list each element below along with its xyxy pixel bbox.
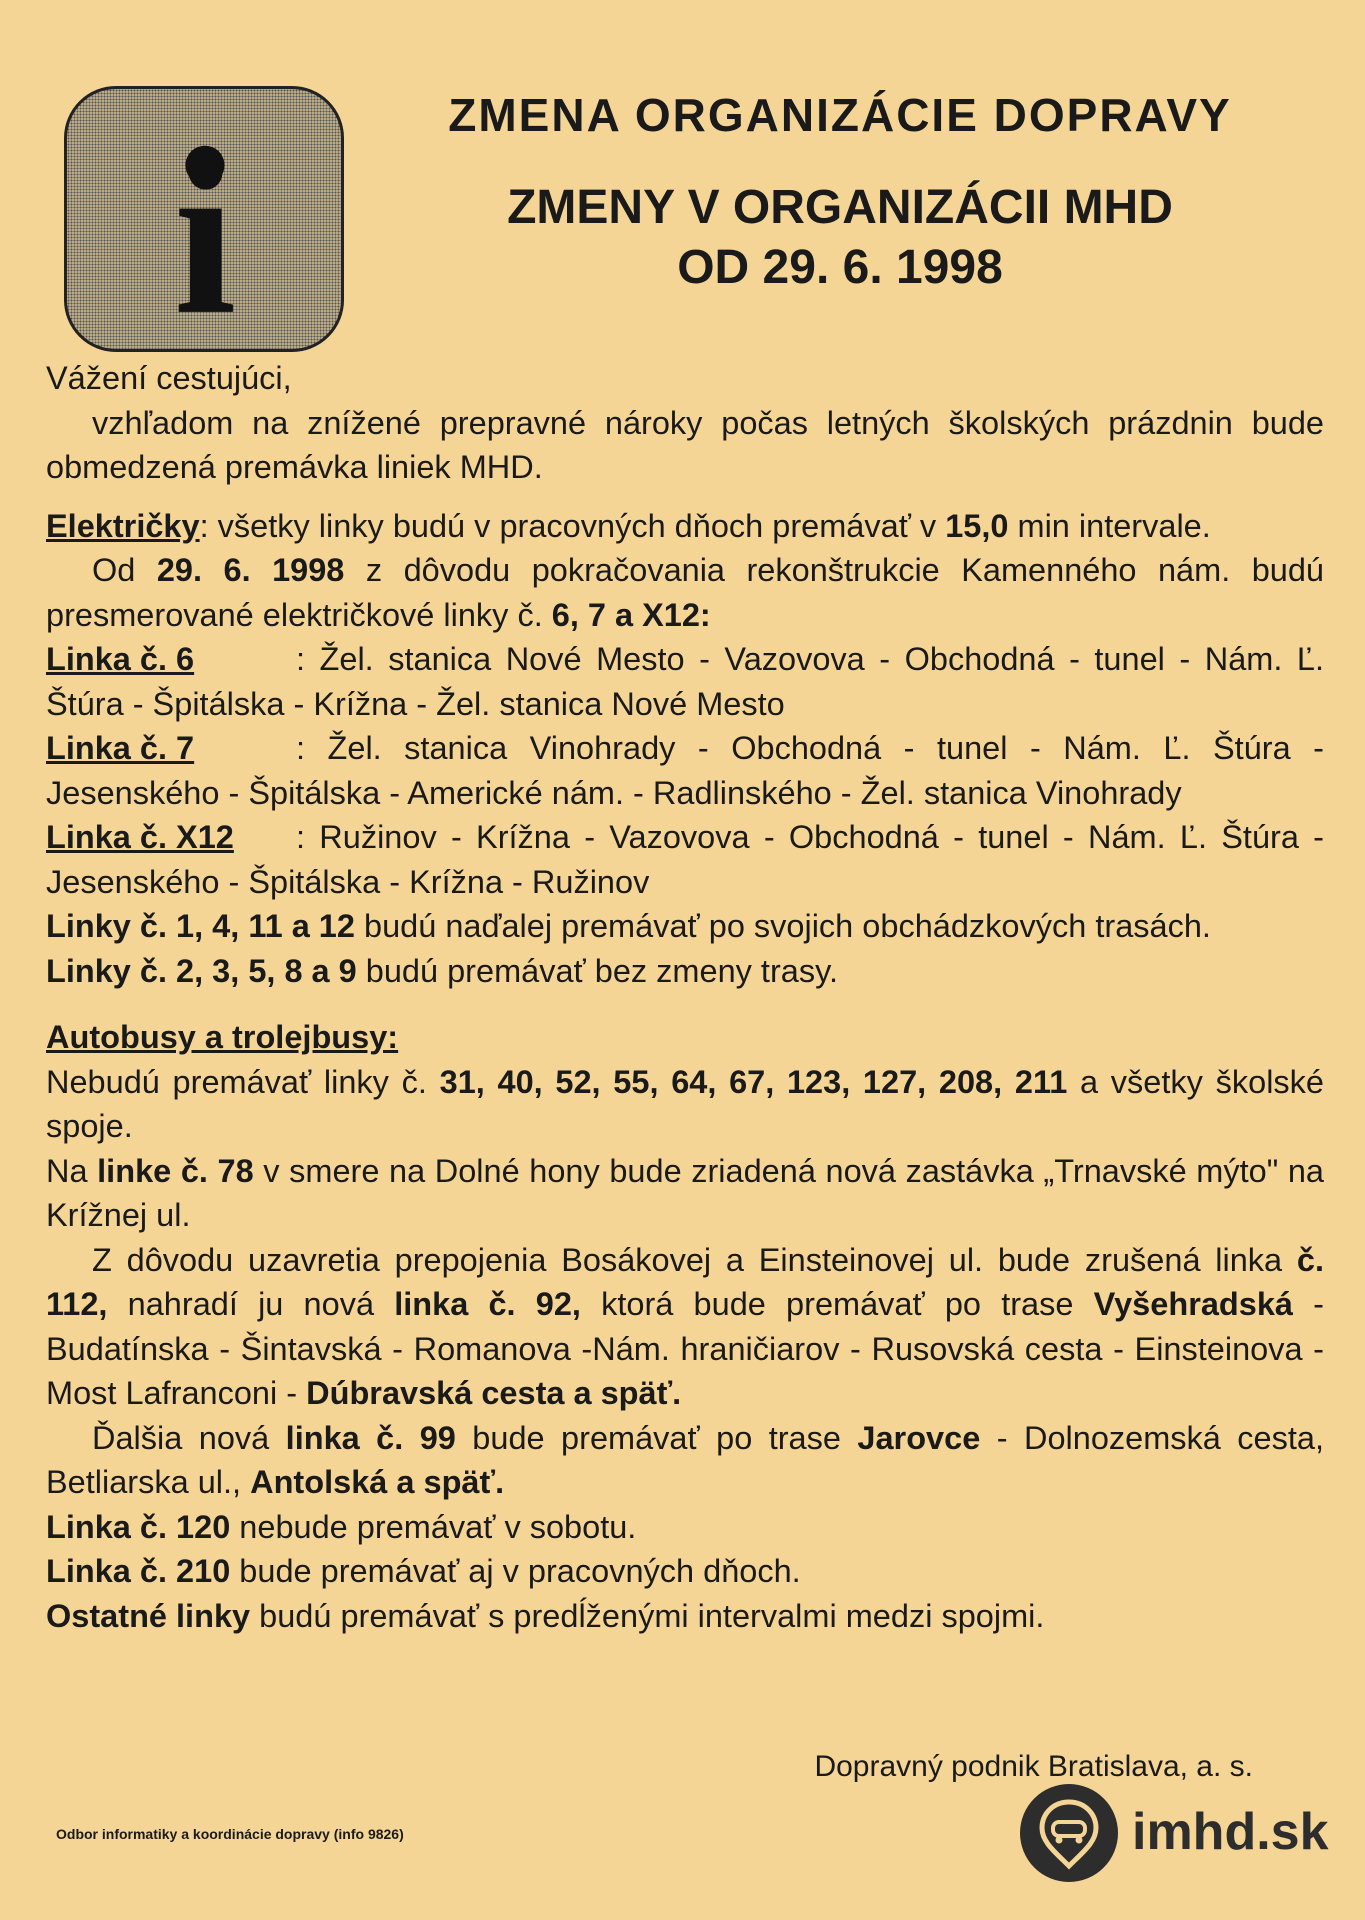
bus-line-closure: Z dôvodu uzavretia prepojenia Bosákovej a Einsteinovej ul. bude zrušená linka č. 112, nahradí ju nová linka č. 92, ktorá bude premávať po trase Vyšehradská - Budatínska - Šintavská - Romanova -Nám. hraničiarov - Rusovská cesta - Einsteinova - Most Lafranconi - Dúbravská cesta a späť. xyxy=(46,1241,1325,1411)
route-label: Linka č. 6 xyxy=(46,641,195,677)
trams-heading: Električky xyxy=(46,507,200,544)
bus-line-120: Linka č. 120 nebude premávať v sobotu. xyxy=(46,1508,637,1545)
trams-redirect: Od 29. 6. 1998 z dôvodu pokračovania rekonštrukcie Kamenného nám. budú presmerované električkové linky č. 6, 7 a X12: xyxy=(46,552,1325,633)
imhd-logo-text: imhd.sk xyxy=(1132,1803,1329,1861)
info-badge xyxy=(64,86,344,352)
signature: Dopravný podnik Bratislava, a. s. xyxy=(814,1750,1253,1783)
notice-body xyxy=(46,356,1324,1638)
detour-lines: Linky č. 1, 4, 11 a 12 budú naďalej premávať po svojich obchádzkových trasách. xyxy=(46,908,1211,944)
bus-line-210: Linka č. 210 bude premávať aj v pracovných dňoch. xyxy=(46,1553,801,1589)
greeting: Vážení cestujúci, xyxy=(46,360,292,396)
intro-text: vzhľadom na znížené prepravné nároky počas letných školských prázdnin bude obmedzená premávka liniek MHD. xyxy=(46,404,1324,485)
route-label: Linka č. X12 xyxy=(46,819,234,855)
bus-new-stop: Na linke č. 78 v smere na Dolné hony bude zriadená nová zastávka „Trnavské mýto" na Krížnej ul. xyxy=(46,1152,1325,1233)
route-line-x12 xyxy=(46,815,1324,904)
info-icon xyxy=(67,89,341,349)
unchanged-lines: Linky č. 2, 3, 5, 8 a 9 budú premávať bez zmeny trasy. xyxy=(46,952,838,989)
buses-heading: Autobusy a trolejbusy: xyxy=(46,1019,399,1055)
bus-other-lines: Ostatné linky budú premávať s predĺženými intervalmi medzi spojmi. xyxy=(46,1597,1045,1634)
buses-cancelled: Nebudú premávať linky č. 31, 40, 52, 55, 64, 67, 123, 127, 208, 211 a všetky školské spoje. xyxy=(46,1063,1324,1144)
footer-note: Odbor informatiky a koordinácie dopravy (info 9826) xyxy=(56,1826,404,1842)
subtitle-line-2: OD 29. 6. 1998 xyxy=(677,241,1003,294)
trams-interval: Električky: všetky linky budú v pracovných dňoch premávať v 15,0 min intervale. xyxy=(46,507,1211,544)
route-text: : Žel. stanica Nové Mesto - Vazovova - Obchodná - tunel - Nám. Ľ. Štúra - Špitálska - Krížna - Žel. stanica Nové Mesto xyxy=(46,641,1324,722)
subtitle-line-1: ZMENY V ORGANIZÁCII MHD xyxy=(507,181,1173,234)
route-line-7 xyxy=(46,726,1324,815)
badge-letter: i xyxy=(173,111,237,349)
imhd-watermark[interactable] xyxy=(1020,1784,1329,1884)
page-subtitle xyxy=(400,178,1280,298)
page-title: ZMENA ORGANIZÁCIE DOPRAVY xyxy=(448,89,1232,141)
route-text: : Ružinov - Krížna - Vazovova - Obchodná - tunel - Nám. Ľ. Štúra - Jesenského - Špitálska - Krížna - Ružinov xyxy=(46,819,1324,900)
route-label: Linka č. 7 xyxy=(46,730,195,766)
imhd-logo-icon xyxy=(1020,1784,1118,1882)
route-text: : Žel. stanica Vinohrady - Obchodná - tunel - Nám. Ľ. Štúra - Jesenského - Špitálska - Americké nám. - Radlinského - Žel. stanica Vinohrady xyxy=(46,730,1324,811)
route-line-6 xyxy=(46,637,1324,726)
bus-new-line: Ďalšia nová linka č. 99 bude premávať po trase Jarovce - Dolnozemská cesta, Betliarska ul., Antolská a späť. xyxy=(46,1419,1325,1500)
